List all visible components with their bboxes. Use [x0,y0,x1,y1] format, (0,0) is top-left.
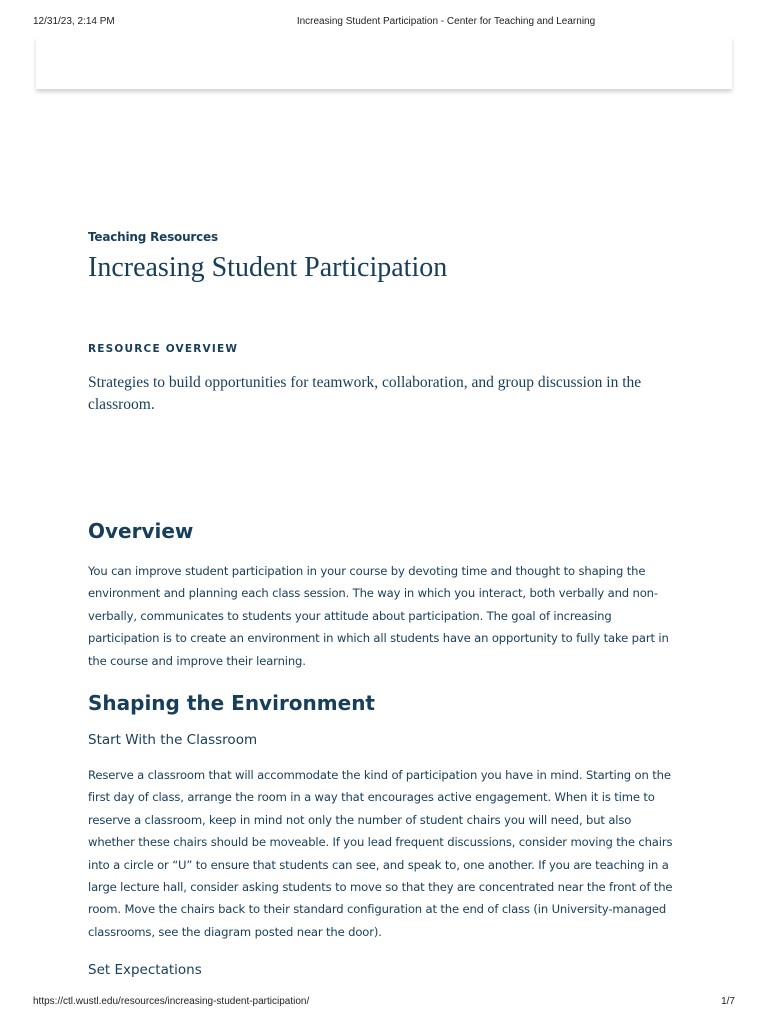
print-page-title: Increasing Student Participation - Center for Teaching and Learning [296,16,596,27]
classroom-paragraph: Reserve a classroom that will accommodate the kind of participation you have in mind. Starting on the first day of class, arrange the room in a way that encourages active engagement. When it is time to reserve a classroom, keep in mind not only the number of student chairs you will need, but also whether these chairs should be moveable. If you lead frequent discussions, consider moving the chairs into a circle or “U” to ensure that students can see, and speak to, one another. If you are teaching in a large lecture hall, consider asking students to move so that they are concentrated near the front of the room. Move the chairs back to their standard configuration at the end of class (in University-managed classrooms, see the diagram posted near the door). [88,768,673,939]
resource-summary: Strategies to build opportunities for teamwork, collaboration, and group discussion in the classroom. [88,374,642,413]
overview-paragraph: You can improve student participation in your course by devoting time and thought to shaping the environment and planning each class session. The way in which you interact, both verbally and non-verbally, communicates to students your attitude about participation. The goal of increasing participation is to create an environment in which all students have an opportunity to fully take part in the course and improve their learning. [88,564,669,668]
section-heading-overview: Overview [88,519,194,543]
subheading-set-expectations: Set Expectations [88,962,202,978]
print-footer [0,996,768,1010]
print-header [0,16,768,30]
subheading-start-with-classroom: Start With the Classroom [88,732,258,748]
page-title: Increasing Student Participation [88,252,448,283]
print-page-number: 1/7 [721,996,735,1007]
breadcrumb-teaching-resources[interactable]: Teaching Resources [88,230,218,244]
section-heading-shaping-environment: Shaping the Environment [88,691,375,715]
print-url: https://ctl.wustl.edu/resources/increasing-student-participation/ [33,996,310,1007]
print-datetime: 12/31/23, 2:14 PM [33,16,115,27]
resource-overview-label: RESOURCE OVERVIEW [88,343,239,355]
site-header-bar [36,37,732,89]
